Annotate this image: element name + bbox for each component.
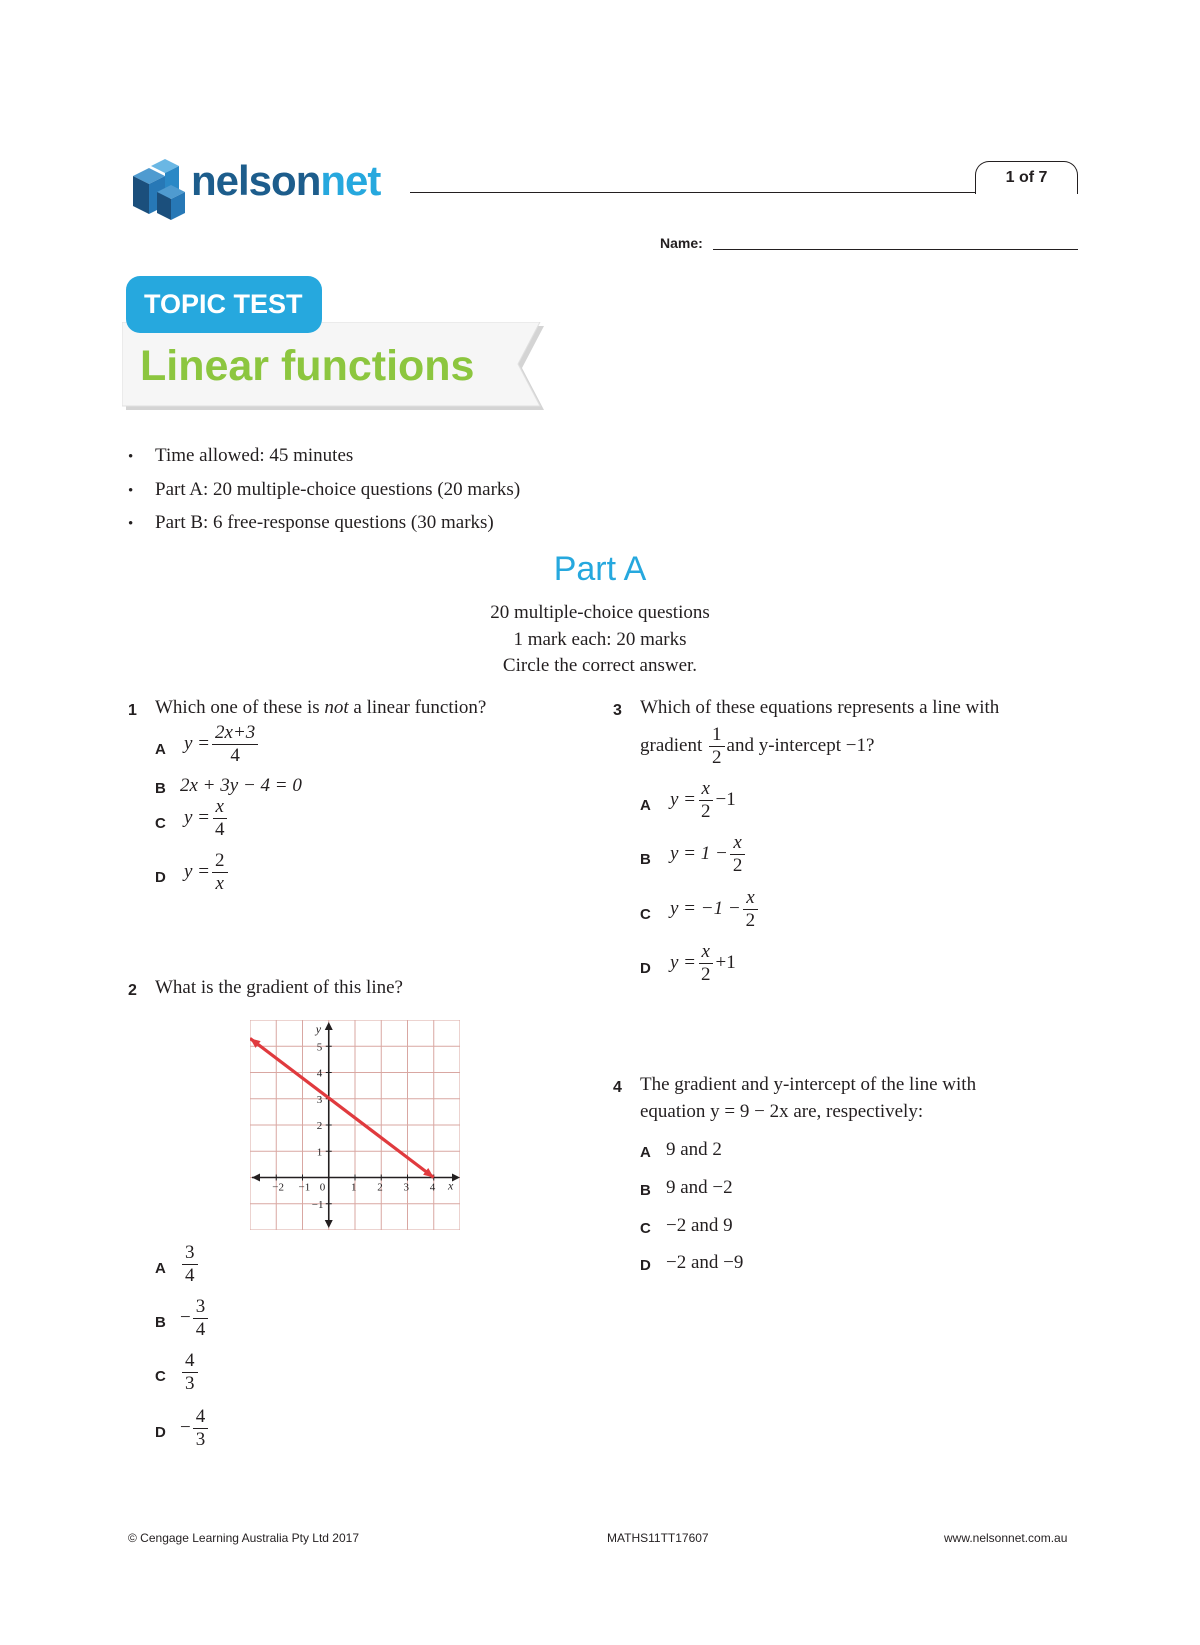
q2-option-a-value[interactable]: $\frac{3}{4}$ — [180, 1242, 200, 1287]
instruction-line: Circle the correct answer. — [502, 655, 698, 676]
q2-option-a-letter[interactable]: A — [155, 1260, 166, 1277]
q3-option-b-expression[interactable]: y = 1 − $\frac{x}{2}$ — [670, 832, 747, 877]
page-indicator: 1 of 7 — [975, 161, 1078, 194]
q1-option-b-expression[interactable]: 2x + 3y − 4 = 0 — [180, 775, 302, 796]
q4-option-c-text[interactable]: −2 and 9 — [666, 1215, 733, 1236]
q3-option-c-expression[interactable]: y = −1 − $\frac{x}{2}$ — [670, 887, 760, 932]
question-3-line-1: Which of these equations represents a line with — [640, 697, 1000, 718]
question-1-number: 1 — [128, 702, 137, 719]
q3-option-d-expression[interactable]: y = $\frac{x}{2}$ +1 — [670, 941, 736, 985]
test-info-list — [128, 440, 520, 541]
topic-test-badge: TOPIC TEST — [126, 276, 322, 333]
part-a-instructions — [0, 600, 1200, 680]
y-axis-arrow-down — [325, 1220, 333, 1228]
page-title: Linear functions — [140, 342, 475, 390]
x-tick-label: −1 — [298, 1181, 311, 1194]
q2-line-graph — [250, 1020, 460, 1230]
q1-option-d-letter[interactable]: D — [155, 869, 166, 886]
q4-option-d-text[interactable]: −2 and −9 — [666, 1252, 744, 1273]
x-tick-label: 1 — [351, 1181, 357, 1194]
x-axis-arrow-left — [252, 1174, 260, 1182]
y-tick-label: 1 — [316, 1146, 323, 1159]
gradient-line — [250, 1038, 434, 1177]
name-field-line[interactable] — [713, 249, 1078, 250]
q2-option-c-value[interactable]: $\frac{4}{3}$ — [180, 1350, 200, 1395]
y-axis-label: y — [315, 1022, 322, 1036]
q1-option-a-expression[interactable]: y = $\frac{2x+3}{4}$ — [184, 722, 260, 767]
y-tick-label: 3 — [316, 1093, 323, 1106]
q2-option-d-value[interactable]: − $\frac{4}{3}$ — [180, 1406, 210, 1451]
x-tick-label: 0 — [319, 1181, 326, 1194]
x-tick-label: 3 — [403, 1181, 409, 1194]
x-axis-label: x — [448, 1178, 454, 1193]
y-tick-label: 5 — [316, 1041, 323, 1054]
y-tick-label: 4 — [316, 1067, 323, 1080]
info-bullet-part-b: • Part B: 6 free-response questions (30 marks) — [128, 507, 520, 541]
q1-option-d-expression[interactable]: y = $\frac{2}{x}$ — [184, 850, 230, 895]
q1-option-b-letter[interactable]: B — [155, 780, 166, 797]
q3-option-b-letter[interactable]: B — [640, 851, 651, 868]
info-bullet-part-a: • Part A: 20 multiple-choice questions (20 marks) — [128, 474, 520, 508]
q2-option-c-letter[interactable]: C — [155, 1368, 166, 1385]
q1-option-c-letter[interactable]: C — [155, 815, 166, 832]
y-tick-label: −1 — [311, 1198, 324, 1211]
nelsonnet-logo-mark — [127, 158, 193, 224]
q3-option-d-letter[interactable]: D — [640, 960, 651, 977]
q3-option-c-letter[interactable]: C — [640, 906, 651, 923]
footer-code: MATHS11TT17607 — [607, 1531, 709, 1545]
question-2-text: What is the gradient of this line? — [155, 977, 403, 998]
instruction-line: 20 multiple-choice questions — [490, 602, 710, 623]
x-tick-label: 4 — [429, 1181, 436, 1194]
q1-option-a-letter[interactable]: A — [155, 741, 166, 758]
part-a-heading: Part A — [553, 550, 647, 588]
question-4-line-2: equation y = 9 − 2x are, respectively: — [640, 1101, 924, 1122]
name-label: Name: — [660, 235, 703, 251]
question-4-number: 4 — [613, 1079, 622, 1096]
question-2-number: 2 — [128, 982, 137, 999]
q1-option-c-expression[interactable]: y = $\frac{x}{4}$ — [184, 796, 230, 841]
x-tick-label: 2 — [377, 1181, 383, 1194]
nelsonnet-logo: nelsonnet — [191, 157, 381, 204]
q2-option-d-letter[interactable]: D — [155, 1424, 166, 1441]
q4-option-a-letter[interactable]: A — [640, 1144, 651, 1161]
y-tick-label: 2 — [316, 1120, 323, 1132]
q3-option-a-letter[interactable]: A — [640, 797, 651, 814]
y-axis-arrow — [325, 1022, 333, 1030]
footer-copyright: © Cengage Learning Australia Pty Ltd 2017 — [128, 1531, 359, 1545]
q4-option-c-letter[interactable]: C — [640, 1220, 651, 1237]
q3-option-a-expression[interactable]: y = $\frac{x}{2}$ −1 — [670, 778, 736, 822]
q2-option-b-value[interactable]: − $\frac{3}{4}$ — [180, 1296, 210, 1341]
q4-option-d-letter[interactable]: D — [640, 1257, 651, 1274]
question-3-line-2: gradient $\frac{1}{2}$ and y-intercept −1? — [640, 724, 875, 768]
footer-url[interactable]: www.nelsonnet.com.au — [944, 1531, 1068, 1545]
instruction-line: 1 mark each: 20 marks — [513, 628, 687, 650]
question-4-line-1: The gradient and y-intercept of the line with — [640, 1074, 977, 1095]
q4-option-b-letter[interactable]: B — [640, 1182, 651, 1199]
question-1-text: Which one of these is not a linear function? — [155, 697, 487, 718]
q4-option-b-text[interactable]: 9 and −2 — [666, 1177, 733, 1198]
info-bullet-time: • Time allowed: 45 minutes — [128, 440, 520, 474]
question-3-number: 3 — [613, 702, 622, 719]
q2-option-b-letter[interactable]: B — [155, 1314, 166, 1331]
q4-option-a-text[interactable]: 9 and 2 — [666, 1139, 722, 1160]
x-tick-label: −2 — [272, 1181, 284, 1194]
